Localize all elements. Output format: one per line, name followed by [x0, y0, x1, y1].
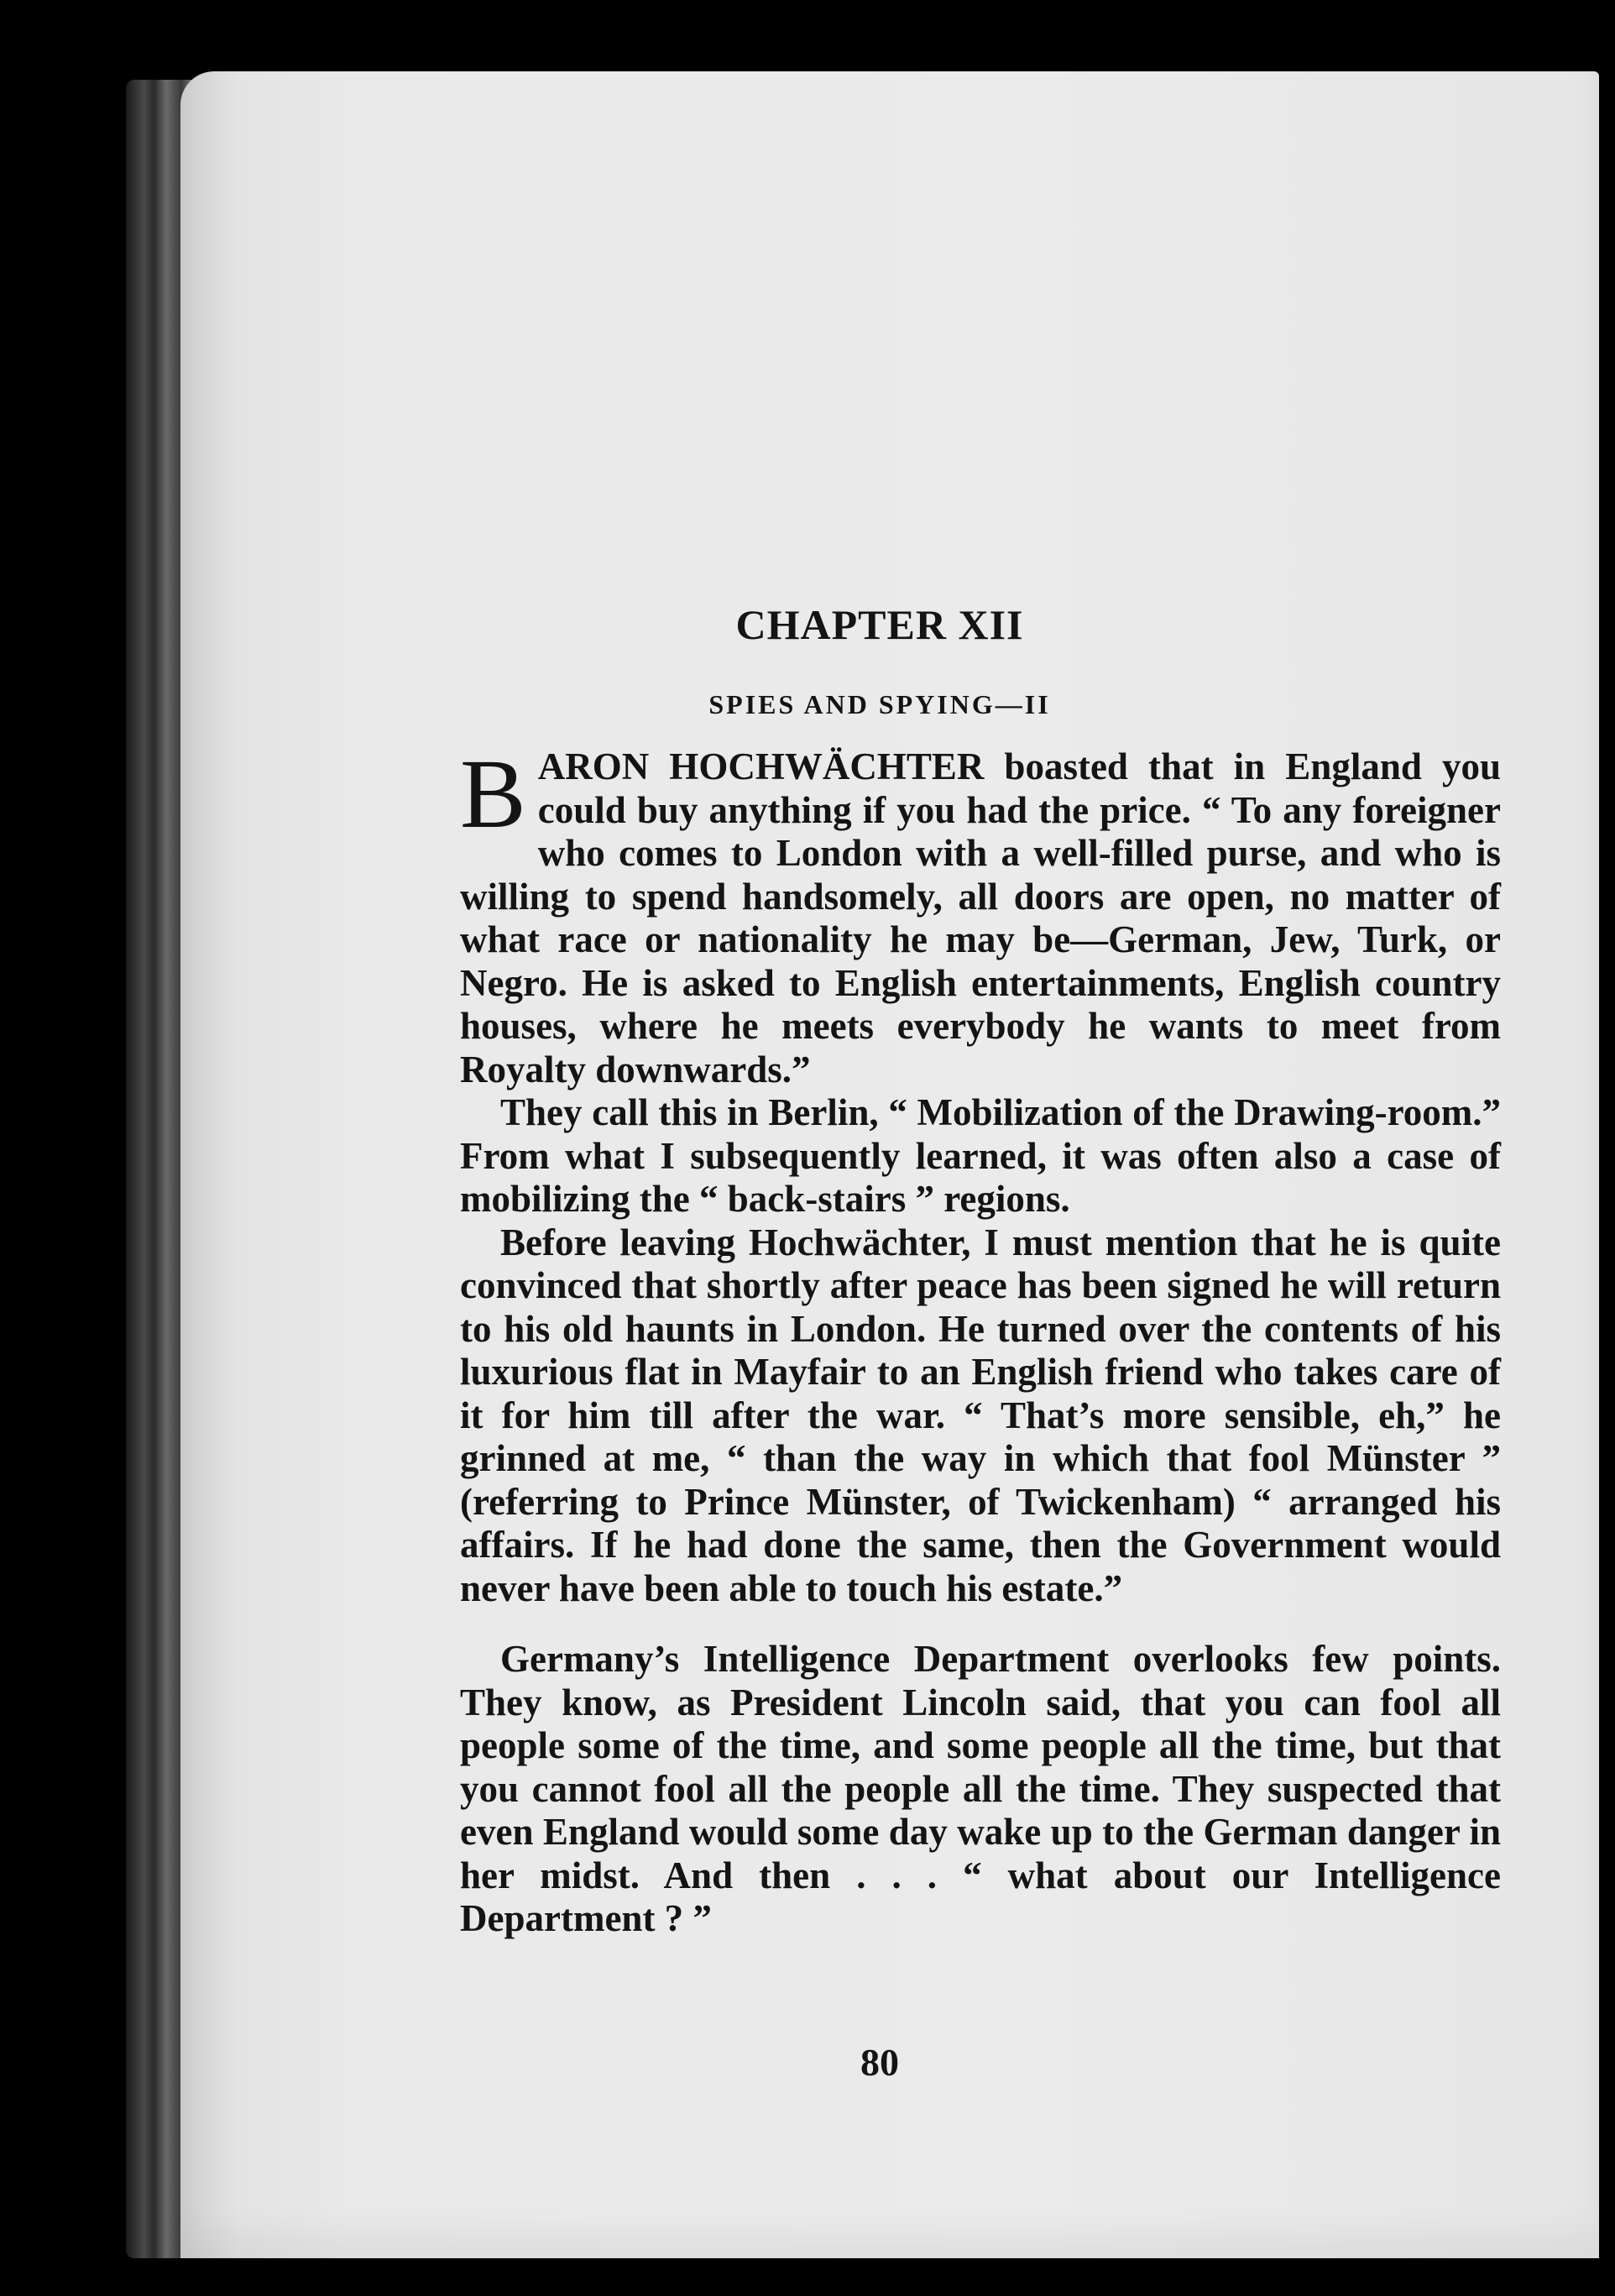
paragraph-3: Before leaving Hochwächter, I must mention that he is quite convinced that shortly after peace has been signed he will return to his old haunts in London. He turned over the contents of his luxurious flat in Mayfair to an English friend who takes care of it for him till after the war. “ That’s more sensible, eh,” he grinned at me, “ than the way in which that fool Münster ” (referring to Prince Münster, of Twickenham) “ arranged his affairs. If he had done the same, then the Government would never have been able to touch his estate.”: [460, 1221, 1501, 1609]
page-number: 80: [860, 2041, 899, 2084]
chapter-title: CHAPTER XII: [735, 601, 1024, 648]
paragraph-1-text: ARON HOCHWÄCHTER boasted that in England you could buy anything if you had the price. “ To any foreigner who comes to London with a well-filled purse, and who is willing to spend handsomely, all doors are open, no matter of what race or nationality he may be—German, Jew, Turk, or Negro. He is asked to English entertainments, English country houses, where he meets everybody he wants to meet from Royalty downwards.”: [460, 745, 1501, 1090]
paragraph-4: Germany’s Intelligence Department overlooks few points. They know, as President Lincoln said, that you can fool all people some of the time, and some people all the time, but that you cannot fool all the people all the time. They suspected that even England would some day wake up to the German danger in her midst. And then . . . “ what about our Intelligence Department ? ”: [460, 1638, 1501, 1939]
drop-cap: B: [460, 739, 526, 849]
paragraph-1: [460, 739, 1501, 1091]
book-page: [180, 71, 1599, 2258]
body-text: [460, 739, 1501, 1941]
paragraph-2: They call this in Berlin, “ Mobilization of the Drawing-room.” From what I subsequently learned, it was often also a case of mobilizing the “ back-stairs ” regions.: [460, 1091, 1501, 1220]
section-title: SPIES AND SPYING—II: [708, 689, 1051, 719]
